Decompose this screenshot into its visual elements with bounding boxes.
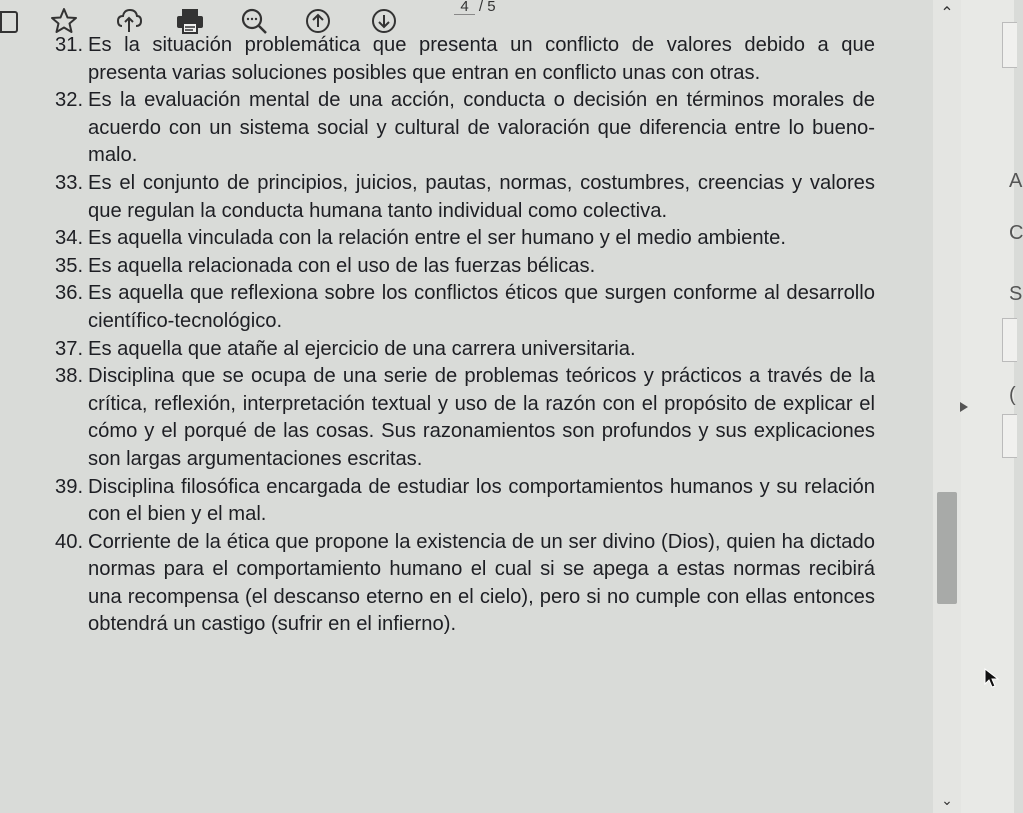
item-text: Corriente de la ética que propone la existencia de un ser divino (Dios), quien ha dictado normas para el comportamiento humano el cual si se apega a estas normas recibirá una recompensa (el descanso eterno en el cielo), pero si no cumple con ellas entonces obtendrá un castigo (sufrir en el infierno). [88, 530, 875, 636]
item-number: 39. [55, 475, 84, 498]
list-item [55, 253, 875, 281]
item-text: Disciplina que se ocupa de una serie de problemas teóricos y prácticos a través de la crítica, reflexión, interpretación textual y uso de la razón con el propósito de explicar el cómo y el porqué de las cosas. Sus razonamientos son profundos y sus explicaciones son largas argumentaciones escritas. [88, 365, 875, 470]
adjacent-page-glyph: C [1009, 222, 1023, 244]
page-current[interactable]: 4 [454, 0, 474, 15]
item-number: 36. [55, 282, 84, 305]
item-text: Es aquella que reflexiona sobre los conflictos éticos que surgen conforme al desarrollo científico-tecnológico. [88, 282, 875, 332]
item-text: Es aquella relacionada con el uso de las fuerzas bélicas. [88, 254, 596, 277]
item-number: 38. [55, 365, 84, 388]
item-number: 37. [55, 337, 84, 360]
item-text: Disciplina filosófica encargada de estudiar los comportamientos humanos y su relación con el bien y el mal. [88, 475, 875, 526]
sidebar-icon[interactable] [0, 4, 26, 38]
list-item [55, 280, 875, 335]
item-text: Es la situación problemática que presenta un conflicto de valores debido a que presenta varias soluciones posibles que entran en conflicto unas con otras. [88, 34, 875, 84]
adjacent-page-glyph: S [1009, 283, 1023, 305]
item-text: Es la evaluación mental de una acción, conducta o decisión en términos morales de acuerdo con un sistema social y cultural de valoración que diferencia entre lo bueno-malo. [88, 89, 875, 167]
scroll-thumb[interactable] [937, 492, 957, 604]
list-item [55, 474, 875, 529]
item-text: Es el conjunto de principios, juicios, pautas, normas, costumbres, creencias y valores que regulan la conducta humana tanto individual como colectiva. [88, 171, 875, 222]
list-item [55, 87, 875, 170]
list-item [55, 336, 875, 364]
item-text: Es aquella vinculada con la relación entre el ser humano y el medio ambiente. [88, 227, 786, 250]
item-number: 32. [55, 89, 84, 112]
list-item [55, 170, 875, 225]
scroll-down-icon[interactable]: ⌄ [941, 791, 953, 808]
item-number: 33. [55, 171, 84, 194]
list-item [55, 363, 875, 473]
adjacent-page-box [1002, 414, 1017, 458]
adjacent-page-box [1002, 318, 1017, 362]
document-text [55, 32, 875, 639]
item-text: Es aquella que atañe al ejercicio de una carrera universitaria. [88, 337, 636, 360]
item-number: 34. [55, 227, 84, 250]
adjacent-page-glyph: A [1009, 170, 1023, 192]
vertical-scrollbar[interactable] [933, 0, 961, 813]
list-item [55, 529, 875, 639]
item-number: 40. [55, 530, 84, 553]
list-item [55, 32, 875, 87]
expand-arrow-icon[interactable] [960, 402, 968, 412]
adjacent-page-glyph: ( [1009, 384, 1016, 406]
item-number: 35. [55, 254, 84, 277]
page-total: / 5 [478, 0, 496, 15]
mouse-cursor-icon [984, 668, 1000, 693]
adjacent-page-box [1002, 22, 1017, 68]
scroll-up-icon[interactable]: ⌃ [940, 5, 954, 22]
list-item [55, 225, 875, 253]
item-number: 31. [55, 34, 84, 56]
page-indicator [430, 0, 520, 16]
